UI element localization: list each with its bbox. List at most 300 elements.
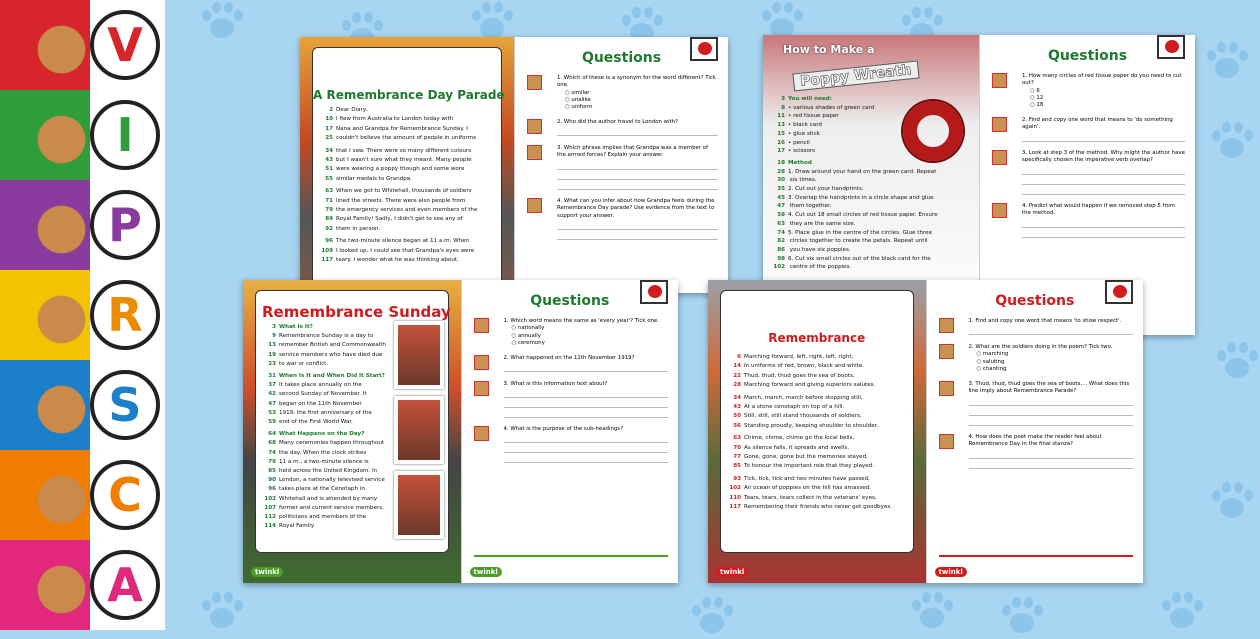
question-number: 1. bbox=[503, 318, 509, 324]
text-line bbox=[262, 362, 328, 368]
line-number: 98 bbox=[777, 255, 785, 262]
answer-line[interactable] bbox=[504, 388, 669, 398]
tick-option[interactable]: ○ similar bbox=[565, 90, 718, 97]
paw-part bbox=[1239, 342, 1248, 353]
vipers-letter: R bbox=[90, 280, 160, 350]
vipers-band bbox=[0, 540, 165, 630]
line-text: Standing proudly, keeping shoulder to shoulder. bbox=[744, 422, 879, 429]
text-paper bbox=[720, 290, 914, 553]
line-number: 102 bbox=[729, 485, 741, 492]
question-item bbox=[527, 75, 718, 111]
line-number: 51 bbox=[325, 166, 333, 173]
paw-part bbox=[1225, 358, 1249, 378]
line-number: 30 bbox=[777, 177, 785, 184]
text-line bbox=[771, 178, 817, 184]
line-number: 35 bbox=[777, 186, 785, 192]
line-number: 110 bbox=[729, 494, 741, 501]
text-line bbox=[771, 231, 932, 237]
line-text: Method bbox=[788, 159, 812, 166]
photo bbox=[394, 396, 444, 464]
line-text: Marching forward and giving superiors salutes. bbox=[744, 382, 876, 389]
line-text: 11 a.m., a two-minute silence is bbox=[279, 458, 369, 465]
paw-part bbox=[1207, 50, 1216, 61]
paw-part bbox=[234, 600, 243, 611]
line-number: 109 bbox=[321, 247, 333, 254]
text-line bbox=[319, 108, 368, 114]
question-prompt: What happened on the 11th November 1919? bbox=[510, 355, 635, 361]
question-prompt: How many circles of red tissue paper do you need to cut out? bbox=[1022, 73, 1182, 87]
question-number: 3. bbox=[1022, 150, 1028, 156]
line-number: 13 bbox=[268, 342, 276, 349]
paw-part bbox=[212, 592, 221, 603]
answer-line[interactable] bbox=[969, 459, 1134, 469]
paw-part bbox=[482, 2, 491, 13]
answer-line[interactable] bbox=[504, 362, 669, 372]
paw-part bbox=[1170, 608, 1194, 628]
text-line bbox=[727, 364, 864, 370]
paw-print-icon bbox=[690, 595, 734, 639]
question-number: 1. bbox=[557, 75, 563, 81]
question-number: 4. bbox=[557, 198, 563, 204]
worksheet-sunday bbox=[243, 280, 678, 583]
line-number: 59 bbox=[268, 419, 276, 425]
question-text bbox=[504, 355, 669, 362]
tick-option[interactable]: ○ 18 bbox=[1030, 102, 1185, 109]
line-number: 92 bbox=[325, 225, 333, 232]
question-number: 2. bbox=[557, 119, 563, 125]
text-line bbox=[727, 405, 844, 411]
questions-panel bbox=[926, 280, 1144, 583]
line-number: 3 bbox=[272, 324, 276, 330]
dog-avatar-icon bbox=[992, 150, 1007, 165]
question-prompt: Find and copy one word that means 'to show respect'. bbox=[975, 318, 1122, 324]
line-text: former and current service members, bbox=[279, 504, 384, 511]
line-text: takes place at the Cenotaph in bbox=[279, 486, 365, 493]
line-text: six times. bbox=[788, 177, 817, 184]
line-number: 45 bbox=[777, 194, 785, 201]
paw-part bbox=[1229, 42, 1238, 53]
paw-part bbox=[210, 18, 234, 38]
page-title: Remembrance Sunday bbox=[262, 303, 451, 321]
line-number: 63 bbox=[325, 188, 333, 195]
answer-line[interactable] bbox=[504, 408, 669, 418]
question-item bbox=[992, 203, 1185, 238]
paw-part bbox=[1162, 600, 1171, 611]
dog-avatar-icon bbox=[474, 426, 489, 441]
question-text bbox=[504, 318, 669, 325]
paw-part bbox=[934, 592, 943, 603]
line-text: the day. When the clock strikes bbox=[279, 449, 367, 456]
band-stripe bbox=[0, 360, 12, 450]
line-text: that I saw. There were so many different colours bbox=[336, 147, 472, 154]
paw-part bbox=[1172, 592, 1181, 603]
tick-option[interactable]: ○ unalike bbox=[565, 97, 718, 104]
line-text: circles together to create the petals. Repeat until bbox=[788, 238, 928, 245]
line-text: • various shades of green card bbox=[788, 104, 875, 111]
worksheet-poem bbox=[708, 280, 1143, 583]
paw-part bbox=[700, 613, 724, 633]
vipers-letter: C bbox=[90, 460, 160, 530]
photo bbox=[394, 471, 444, 539]
wreath-image bbox=[903, 101, 963, 161]
text-line bbox=[262, 420, 353, 426]
text-line bbox=[262, 392, 367, 398]
paw-part bbox=[202, 10, 211, 21]
line-text: centre of the poppies. bbox=[788, 264, 852, 271]
paw-part bbox=[714, 597, 723, 608]
line-text: lined the streets. There were also people from bbox=[336, 197, 466, 204]
paw-print-icon bbox=[910, 590, 954, 634]
paw-part bbox=[212, 2, 221, 13]
question-text bbox=[557, 198, 718, 220]
text-line bbox=[262, 469, 377, 475]
tick-option[interactable]: ○ 6 bbox=[1030, 88, 1185, 95]
vipers-letter: P bbox=[90, 190, 160, 260]
text-line bbox=[319, 239, 469, 245]
question-text bbox=[1022, 73, 1185, 88]
line-text: To honour the important role that they played. bbox=[744, 463, 874, 470]
question-number: 1. bbox=[1022, 73, 1028, 79]
line-number: 58 bbox=[777, 212, 785, 219]
question-text bbox=[1022, 150, 1185, 165]
line-text: similar medals to Grandpa. bbox=[336, 175, 412, 182]
line-number: 102 bbox=[264, 495, 276, 502]
answer-line[interactable] bbox=[969, 449, 1134, 459]
paw-part bbox=[210, 608, 234, 628]
twinkl-logo: twinkl bbox=[470, 567, 502, 577]
line-text: 6. Cut six small circles out of the black card for the bbox=[788, 255, 931, 262]
paw-print-icon bbox=[1160, 590, 1204, 634]
paw-part bbox=[794, 10, 803, 21]
answer-line[interactable] bbox=[1022, 185, 1185, 195]
vipers-letter: S bbox=[90, 370, 160, 440]
text-line bbox=[262, 524, 315, 530]
question-prompt: Look at step 3 of the method. Why might the author have specifically chosen the imperative verb overlap? bbox=[1022, 150, 1185, 164]
photo bbox=[394, 321, 444, 389]
poppy-icon bbox=[1157, 35, 1185, 59]
line-number: 89 bbox=[325, 216, 333, 223]
answer-line[interactable] bbox=[1022, 218, 1185, 228]
dog-avatar-icon bbox=[527, 119, 542, 134]
text-line bbox=[727, 424, 878, 430]
text-line bbox=[727, 505, 892, 511]
paw-part bbox=[654, 15, 663, 26]
page-title: Remembrance bbox=[768, 331, 866, 345]
tick-option[interactable]: ○ ceremony bbox=[512, 340, 669, 347]
answer-line[interactable] bbox=[557, 220, 718, 230]
paw-part bbox=[1024, 597, 1033, 608]
line-text: An ocean of poppies on the hill has amassed. bbox=[744, 485, 872, 492]
text-line bbox=[727, 355, 853, 361]
line-text: Marching forward, left, right, left, right, bbox=[744, 354, 854, 360]
line-number: 53 bbox=[268, 409, 276, 416]
line-text: • black card bbox=[788, 122, 822, 129]
dog-avatar-icon bbox=[992, 117, 1007, 132]
line-number: 16 bbox=[777, 139, 785, 146]
line-text: Still, still, still stand thousands of soldiers, bbox=[744, 413, 862, 420]
band-stripe bbox=[0, 180, 12, 270]
twinkl-logo: twinkl bbox=[935, 567, 967, 577]
paw-part bbox=[494, 2, 503, 13]
question-text bbox=[557, 75, 718, 90]
answer-line[interactable] bbox=[504, 453, 669, 463]
text-line bbox=[262, 487, 365, 493]
paw-part bbox=[922, 592, 931, 603]
line-text: When Is It and When Did It Start? bbox=[279, 373, 385, 379]
question-prompt: What is the purpose of the sub-headings? bbox=[510, 426, 623, 432]
questions-heading: Questions bbox=[1047, 48, 1128, 64]
paw-part bbox=[762, 10, 771, 21]
paw-part bbox=[1010, 613, 1034, 633]
tick-option[interactable]: ○ chanting bbox=[977, 366, 1134, 373]
text-line bbox=[771, 97, 832, 103]
paw-part bbox=[912, 600, 921, 611]
question-text bbox=[1022, 203, 1185, 218]
paw-part bbox=[1002, 605, 1011, 616]
line-number: 43 bbox=[733, 404, 741, 410]
text-line bbox=[319, 217, 463, 223]
text-line bbox=[771, 265, 851, 271]
question-text bbox=[557, 119, 718, 126]
answer-line[interactable] bbox=[1022, 228, 1185, 238]
line-number: 82 bbox=[777, 238, 785, 245]
paw-print-icon bbox=[1000, 595, 1044, 639]
answer-line[interactable] bbox=[504, 443, 669, 453]
paw-part bbox=[944, 600, 953, 611]
paw-part bbox=[224, 2, 233, 13]
line-text: March, march, march before stopping still, bbox=[744, 394, 863, 401]
text-line bbox=[319, 199, 465, 205]
line-number: 74 bbox=[268, 449, 276, 456]
line-number: 34 bbox=[733, 394, 741, 401]
question-text bbox=[969, 318, 1134, 325]
questions-heading: Questions bbox=[530, 293, 610, 309]
text-line bbox=[319, 149, 471, 155]
answer-line[interactable] bbox=[557, 160, 718, 170]
worksheet-parade bbox=[300, 37, 728, 293]
paw-part bbox=[772, 2, 781, 13]
tick-option[interactable]: ○ annually bbox=[512, 333, 669, 340]
question-text bbox=[969, 381, 1134, 396]
paw-part bbox=[702, 597, 711, 608]
line-text: It takes place annually on the bbox=[279, 382, 362, 389]
line-number: 3 bbox=[781, 96, 785, 102]
line-number: 55 bbox=[325, 175, 333, 182]
line-number: 18 bbox=[777, 159, 785, 166]
paw-part bbox=[1244, 130, 1253, 141]
line-number: 9 bbox=[272, 333, 276, 340]
paw-part bbox=[622, 15, 631, 26]
dog-avatar-icon bbox=[474, 318, 489, 333]
line-text: were wearing a poppy though and some wore bbox=[336, 166, 465, 173]
question-item bbox=[474, 381, 669, 418]
poppy-icon bbox=[1105, 280, 1133, 304]
title-banner: Poppy Wreath bbox=[792, 60, 919, 91]
dog-avatar-icon bbox=[992, 203, 1007, 218]
paw-part bbox=[1234, 122, 1243, 133]
line-number: 85 bbox=[268, 468, 276, 474]
text-line bbox=[319, 189, 472, 195]
text-line bbox=[727, 496, 877, 502]
answer-line[interactable] bbox=[557, 180, 718, 190]
answer-line[interactable] bbox=[1022, 132, 1185, 142]
line-number: 107 bbox=[264, 504, 276, 511]
line-text: 4. Cut out 18 small circles of red tissue paper. Ensure bbox=[788, 212, 938, 219]
text-line bbox=[771, 149, 815, 155]
line-text: but I wasn't sure what they meant. Many people bbox=[336, 157, 472, 163]
tick-option[interactable]: ○ uniform bbox=[565, 104, 718, 111]
question-prompt: What can you infer about how Grandpa feels during the Remembrance Day parade? Use evidence from the text to support your answer. bbox=[557, 198, 715, 219]
question-item bbox=[992, 150, 1185, 195]
question-number: 3. bbox=[557, 145, 563, 151]
text-line bbox=[727, 414, 862, 420]
paw-part bbox=[1239, 50, 1248, 61]
question-text bbox=[1022, 117, 1185, 132]
vipers-band bbox=[0, 450, 165, 540]
paw-part bbox=[472, 10, 481, 21]
paw-part bbox=[1034, 605, 1043, 616]
line-text: • red tissue paper bbox=[788, 113, 839, 120]
paw-part bbox=[692, 605, 701, 616]
paw-part bbox=[920, 608, 944, 628]
paw-print-icon bbox=[1210, 120, 1254, 164]
questions-heading: Questions bbox=[581, 50, 662, 66]
line-number: 19 bbox=[268, 351, 276, 358]
text-line bbox=[771, 114, 839, 120]
paw-part bbox=[1212, 490, 1221, 501]
text-line bbox=[262, 325, 313, 331]
line-number: 71 bbox=[325, 197, 333, 204]
text-line bbox=[319, 127, 468, 133]
vipers-band bbox=[0, 360, 165, 450]
text-line bbox=[262, 515, 366, 521]
paw-part bbox=[224, 592, 233, 603]
text-line bbox=[262, 353, 382, 359]
line-text: 1919: the first anniversary of the bbox=[279, 409, 372, 416]
line-number: 47 bbox=[268, 400, 276, 407]
text-line bbox=[771, 170, 936, 176]
answer-line[interactable] bbox=[969, 325, 1134, 335]
question-prompt: What is this information text about? bbox=[510, 381, 608, 387]
text-line bbox=[771, 187, 864, 193]
questions-panel bbox=[461, 280, 679, 583]
line-text: • pencil bbox=[788, 139, 810, 146]
text-line bbox=[771, 204, 832, 210]
text-line bbox=[262, 451, 366, 457]
answer-line[interactable] bbox=[504, 398, 669, 408]
paw-part bbox=[1217, 42, 1226, 53]
dog-avatar-icon bbox=[939, 434, 954, 449]
band-stripe bbox=[0, 450, 12, 540]
question-number: 2. bbox=[503, 355, 509, 361]
paw-part bbox=[374, 20, 383, 31]
dog-avatar-icon bbox=[527, 145, 542, 160]
vipers-band bbox=[0, 0, 165, 90]
question-prompt: Who did the author travel to London with? bbox=[563, 119, 678, 125]
line-text: I flew from Australia to London today with bbox=[336, 116, 454, 123]
line-number: 74 bbox=[777, 229, 785, 236]
text-line bbox=[727, 436, 854, 442]
line-number: 79 bbox=[325, 207, 333, 213]
text-line bbox=[771, 222, 855, 228]
paw-part bbox=[1215, 58, 1239, 78]
line-text: Nana and Grandpa for Remembrance Sunday. I bbox=[336, 125, 468, 132]
paw-part bbox=[902, 15, 911, 26]
question-prompt: What are the soldiers doing in the poem? Tick two. bbox=[975, 344, 1113, 350]
line-number: 114 bbox=[264, 523, 276, 530]
text-line bbox=[771, 106, 874, 112]
line-number: 85 bbox=[733, 463, 741, 470]
answer-line[interactable] bbox=[557, 230, 718, 240]
line-number: 23 bbox=[268, 360, 276, 367]
answer-line[interactable] bbox=[1022, 165, 1185, 175]
text-line bbox=[771, 132, 820, 138]
paw-part bbox=[1220, 498, 1244, 518]
tick-option[interactable]: ○ 12 bbox=[1030, 95, 1185, 102]
line-text: I looked up, I could see that Grandpa's eyes were bbox=[336, 247, 475, 254]
answer-line[interactable] bbox=[969, 406, 1134, 416]
answer-line[interactable] bbox=[557, 126, 718, 136]
question-item bbox=[474, 318, 669, 347]
answer-line[interactable] bbox=[969, 416, 1134, 426]
line-number: 96 bbox=[268, 486, 276, 493]
band-stripe bbox=[0, 270, 12, 360]
question-text bbox=[504, 426, 669, 433]
question-prompt: Find and copy one word that means to 'do something again'. bbox=[1022, 117, 1173, 131]
paw-print-icon bbox=[1210, 480, 1254, 524]
line-text: You will need: bbox=[788, 96, 832, 102]
line-number: 17 bbox=[777, 148, 785, 155]
line-text: What Happens on the Day? bbox=[279, 431, 365, 438]
text-line bbox=[771, 123, 822, 129]
text-paper bbox=[255, 290, 449, 553]
reading-panel bbox=[300, 37, 514, 293]
tick-option[interactable]: ○ nationally bbox=[512, 325, 669, 332]
line-text: Gone, gone, gone but the memories stayed, bbox=[744, 454, 868, 460]
question-number: 2. bbox=[968, 344, 974, 350]
text-line bbox=[262, 432, 364, 438]
line-number: 63 bbox=[777, 220, 785, 227]
tick-option[interactable]: ○ saluting bbox=[977, 359, 1134, 366]
paw-part bbox=[1222, 122, 1231, 133]
paw-part bbox=[1220, 138, 1244, 158]
dog-avatar-icon bbox=[474, 381, 489, 396]
tick-option[interactable]: ○ marching bbox=[977, 351, 1134, 358]
line-number: 77 bbox=[733, 454, 741, 460]
question-text bbox=[504, 381, 669, 388]
line-text: second Sunday of November. It bbox=[279, 391, 367, 398]
line-number: 117 bbox=[729, 504, 741, 510]
line-number: 17 bbox=[325, 125, 333, 132]
line-text: Thud, thud, thud goes the sea of boots, bbox=[744, 372, 855, 379]
text-line bbox=[262, 506, 384, 512]
text-line bbox=[727, 383, 875, 389]
answer-line[interactable] bbox=[504, 433, 669, 443]
answer-line[interactable] bbox=[969, 396, 1134, 406]
answer-line[interactable] bbox=[557, 170, 718, 180]
question-prompt: Predict what would happen if we removed step 5 from the method. bbox=[1022, 203, 1176, 217]
line-text: held across the United Kingdom. In bbox=[279, 468, 378, 474]
line-number: 86 bbox=[777, 246, 785, 253]
text-line bbox=[727, 455, 868, 461]
line-number: 93 bbox=[733, 475, 741, 482]
text-line bbox=[727, 446, 849, 452]
answer-line[interactable] bbox=[1022, 175, 1185, 185]
line-number: 28 bbox=[733, 382, 741, 389]
band-stripe bbox=[0, 0, 12, 90]
line-number: 56 bbox=[733, 422, 741, 429]
paw-part bbox=[724, 605, 733, 616]
